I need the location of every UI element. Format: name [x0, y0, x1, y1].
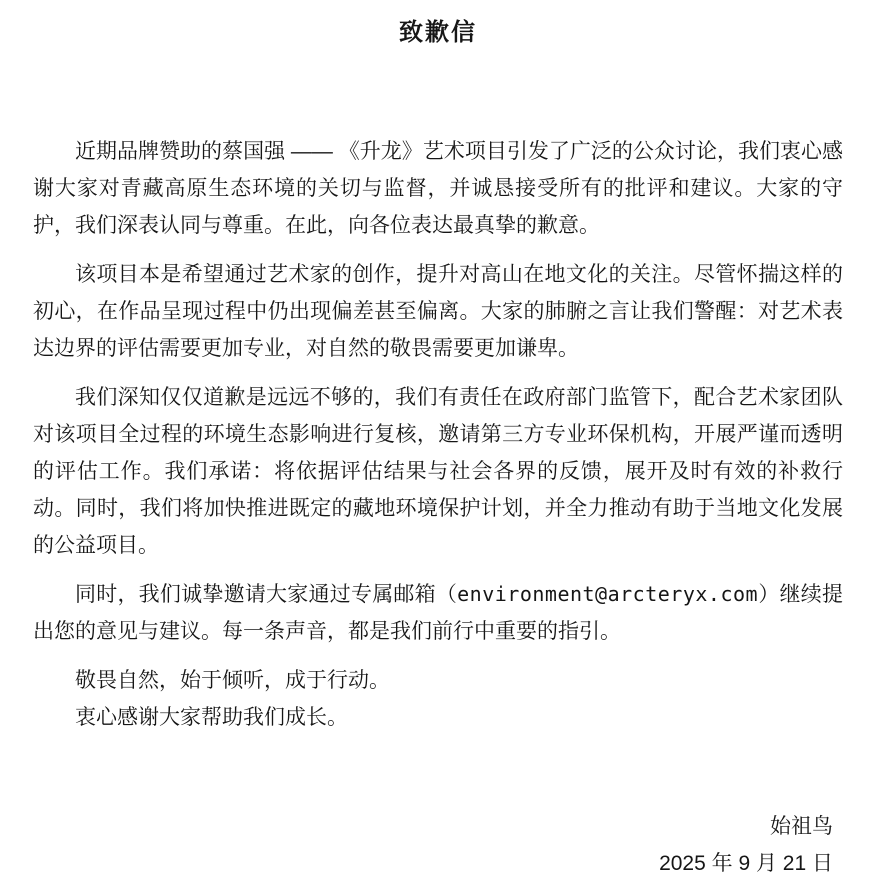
signature-brand: 始祖鸟	[770, 815, 833, 838]
paragraph-intro: 近期品牌赞助的蔡国强 —— 《升龙》艺术项目引发了广泛的公众讨论，我们衷心感谢大家对青藏高原生态环境的关切与监督，并诚恳接受所有的批评和建议。大家的守护，我们深表认同与尊重。在此，向各位表达最真挚的歉意。	[33, 140, 843, 237]
signature-date: 2025 年 9 月 21 日	[659, 852, 833, 875]
feedback-text-after-email: ）继续提出您的意见与建议。每一条声音，都是我们前行中重要的指引。	[33, 583, 844, 643]
signature-block	[0, 808, 833, 882]
letter-body	[33, 133, 843, 736]
page-title: 致歉信	[399, 19, 477, 46]
closing-line-thanks: 衷心感谢大家帮助我们成长。	[75, 706, 348, 729]
paragraph-remediation: 我们深知仅仅道歉是远远不够的，我们有责任在政府部门监管下，配合艺术家团队对该项目全过程的环境生态影响进行复核，邀请第三方专业环保机构，开展严谨而透明的评估工作。我们承诺：将依据评估结果与社会各界的反馈，展开及时有效的补救行动。同时，我们将加快推进既定的藏地环境保护计划，并全力推动有助于当地文化发展的公益项目。	[33, 386, 843, 557]
closing-line-motto: 敬畏自然，始于倾听，成于行动。	[75, 669, 390, 692]
paragraph-project-reflection: 该项目本是希望通过艺术家的创作，提升对高山在地文化的关注。尽管怀揣这样的初心，在作品呈现过程中仍出现偏差甚至偏离。大家的肺腑之言让我们警醒：对艺术表达边界的评估需要更加专业，对自然的敬畏需要更加谦卑。	[33, 263, 843, 360]
feedback-text-before-email: 同时，我们诚挚邀请大家通过专属邮箱（	[75, 583, 458, 606]
paragraph-feedback-invite	[33, 576, 843, 650]
email-address: environment@arcteryx.com	[457, 582, 759, 606]
